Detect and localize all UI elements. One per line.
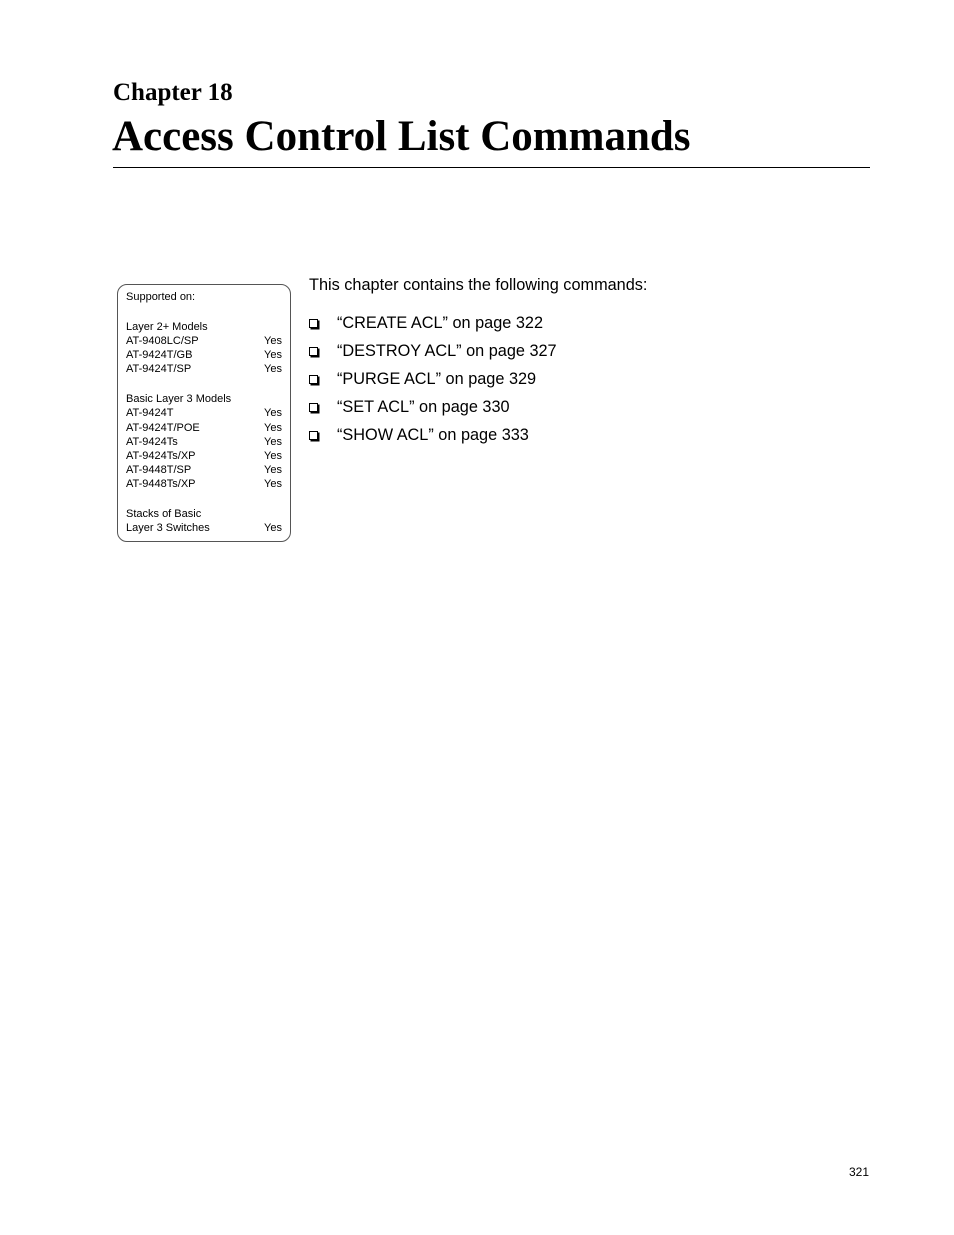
support-heading: Supported on:: [126, 291, 196, 303]
support-row: [126, 334, 282, 348]
group-title-row: [126, 507, 282, 521]
checkbox-bullet-icon: [309, 319, 318, 328]
support-row: [126, 449, 282, 463]
support-value: Yes: [264, 363, 282, 376]
support-value: Yes: [264, 522, 282, 535]
group-title: Stacks of Basic: [126, 508, 202, 521]
model-name: AT-9424T: [126, 407, 174, 420]
support-row: [126, 348, 282, 362]
support-value: Yes: [264, 478, 282, 491]
group-title: Basic Layer 3 Models: [126, 393, 232, 406]
support-value: Yes: [264, 407, 282, 420]
support-sidebar-box: [117, 284, 291, 542]
support-value: Yes: [264, 421, 282, 434]
model-name: AT-9424T/GB: [126, 349, 193, 362]
command-link-purge-acl[interactable]: “PURGE ACL” on page 329: [337, 370, 537, 388]
support-value: Yes: [264, 334, 282, 347]
support-value: Yes: [264, 349, 282, 362]
support-row: [126, 521, 282, 535]
group-title-row: [126, 320, 282, 334]
group-title-row: [126, 392, 282, 406]
title-divider: [113, 167, 870, 168]
command-link-show-acl[interactable]: “SHOW ACL” on page 333: [337, 426, 529, 444]
support-row: [126, 477, 282, 491]
support-value: Yes: [264, 449, 282, 462]
model-name: AT-9448Ts/XP: [126, 478, 196, 491]
page-title: Access Control List Commands: [112, 113, 691, 160]
model-name: AT-9424T/SP: [126, 363, 192, 376]
support-value: Yes: [264, 464, 282, 477]
group-title: Layer 2+ Models: [126, 320, 208, 333]
checkbox-bullet-icon: [309, 431, 318, 440]
model-name: Layer 3 Switches: [126, 522, 210, 535]
support-row: [126, 362, 282, 376]
command-link-destroy-acl[interactable]: “DESTROY ACL” on page 327: [337, 342, 557, 360]
chapter-label: Chapter 18: [113, 79, 233, 106]
support-value: Yes: [264, 435, 282, 448]
model-name: AT-9424Ts: [126, 435, 178, 448]
model-name: AT-9424Ts/XP: [126, 449, 196, 462]
checkbox-bullet-icon: [309, 403, 318, 412]
support-row: [126, 421, 282, 435]
command-link-create-acl[interactable]: “CREATE ACL” on page 322: [337, 314, 544, 332]
model-name: AT-9408LC/SP: [126, 334, 199, 347]
checkbox-bullet-icon: [309, 347, 318, 356]
intro-text: This chapter contains the following commands:: [309, 276, 648, 294]
support-heading-row: [126, 290, 282, 304]
page-number: 321: [849, 1165, 870, 1179]
support-row: [126, 463, 282, 477]
support-row: [126, 435, 282, 449]
model-name: AT-9448T/SP: [126, 464, 192, 477]
model-name: AT-9424T/POE: [126, 421, 200, 434]
support-row: [126, 406, 282, 420]
checkbox-bullet-icon: [309, 375, 318, 384]
command-link-set-acl[interactable]: “SET ACL” on page 330: [337, 398, 510, 416]
